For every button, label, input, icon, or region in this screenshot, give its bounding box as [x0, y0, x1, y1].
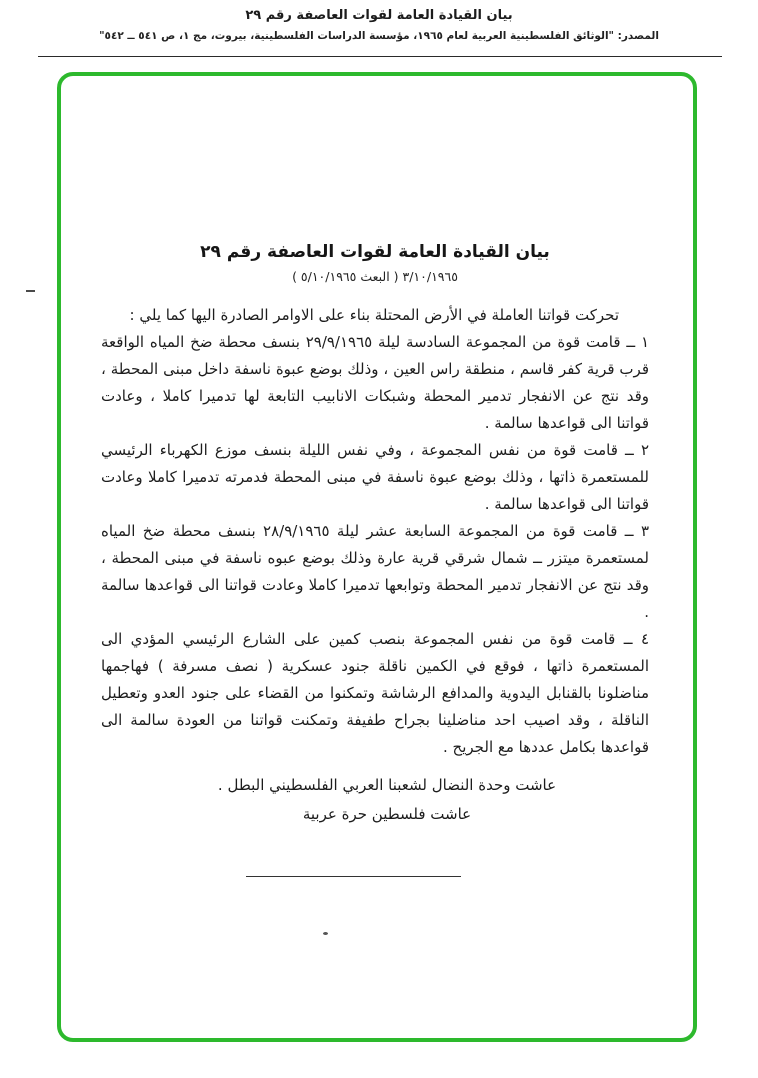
document-intro: تحركت قواتنا العاملة في الأرض المحتلة بناء على الاوامر الصادرة اليها كما يلي :	[129, 306, 619, 324]
scan-artifact-dash	[26, 290, 35, 292]
document-paragraph-2: ٢ ــ قامت قوة من نفس المجموعة ، وفي نفس الليلة بنسف موزع الكهرباء الرئيسي للمستعمرة ذاتها ، وذلك بوضع عبوة ناسفة في مبنى المحطة فدمرته تدميرا كاملا وعادت قواتنا الى قواعدها سالمة .	[101, 441, 649, 513]
signature-line	[246, 876, 461, 877]
page-header	[0, 8, 758, 42]
closing-line-2: عاشت فلسطين حرة عربية	[302, 804, 472, 823]
document-date-line: ٣/١٠/١٩٦٥ ( البعث ٥/١٠/١٩٦٥ )	[292, 269, 458, 284]
scan-content	[101, 242, 649, 877]
source-line: المصدر: "الوثائق الفلسطينية العربية لعام ١٩٦٥، مؤسسة الدراسات الفلسطينية، بيروت، مج ١، ص ٥٤١ ــ ٥٤٢"	[99, 30, 659, 42]
document-paragraph-1: ١ ــ قامت قوة من المجموعة السادسة ليلة ٢٩/٩/١٩٦٥ بنسف محطة ضخ المياه الواقعة قرب قرية كفر قاسم ، منطقة راس العين ، وذلك بوضع عبوة ناسفة داخل مبنى المحطة ، وقد نتج عن الانفجار تدمير المحطة وشبكات الانابيب التابعة لها تدميرا كاملا ، وعادت قواتنا الى قواعدها سالمة .	[101, 333, 650, 432]
page-title: بيان القيادة العامة لقوات العاصفة رقم ٢٩	[245, 8, 513, 23]
closing-line-1: عاشت وحدة النضال لشعبنا العربي الفلسطيني البطل .	[217, 776, 557, 794]
scan-artifact-dot	[323, 932, 328, 935]
header-divider	[38, 56, 722, 57]
document-paragraph-4: ٤ ــ قامت قوة من نفس المجموعة بنصب كمين على الشارع الرئيسي المؤدي الى المستعمرة ذاتها ، فوقع في الكمين ناقلة جنود عسكرية ( نصف مسرفة ) فهاجمها مناضلونا بالقنابل اليدوية والمدافع الرشاشة وتمكنوا من القضاء على جنود العدو وتعطيل الناقلة ، وقد اصيب احد مناضلينا بجراح طفيفة وتمكنت قواتنا من العودة سالمة الى قواعدها بكامل عددها مع الجريح .	[101, 630, 649, 756]
document-title: بيان القيادة العامة لقوات العاصفة رقم ٢٩	[200, 242, 550, 262]
document-paragraph-3: ٣ ــ قامت قوة من المجموعة السابعة عشر ليلة ٢٨/٩/١٩٦٥ بنسف محطة ضخ المياه لمستعمرة ميتزر ــ شمال شرقي قرية عارة وذلك بوضع عبوه ناسفة في مبنى المحطة ، وقد نتج عن الانفجار تدمير المحطة وتوابعها تدميرا كاملا وعادت قواتنا الى قواعدها سالمة .	[101, 522, 649, 621]
scan-frame	[57, 72, 697, 1042]
closing-lines	[113, 771, 661, 828]
